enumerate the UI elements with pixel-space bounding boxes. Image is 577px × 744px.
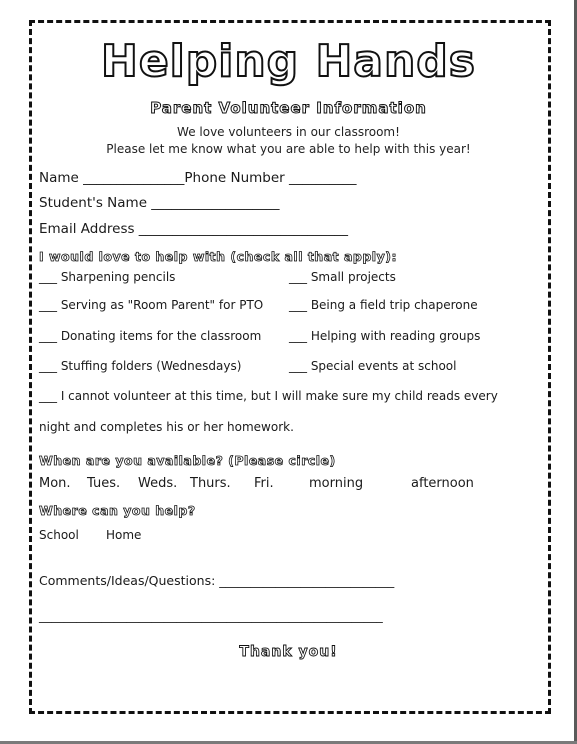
- option-room-parent[interactable]: ___ Serving as "Room Parent" for PTO: [39, 298, 264, 312]
- option-special-events[interactable]: ___ Special events at school: [289, 359, 457, 373]
- where-school[interactable]: School: [39, 528, 79, 542]
- option-chaperone[interactable]: ___ Being a field trip chaperone: [289, 298, 478, 312]
- student-name-field[interactable]: Student's Name ___________________: [39, 195, 280, 211]
- option-cannot-volunteer[interactable]: ___ I cannot volunteer at this time, but I will make sure my child reads every: [39, 389, 498, 403]
- intro-line-2: Please let me know what you are able to help with this year!: [106, 142, 471, 156]
- day-thurs[interactable]: Thurs.: [190, 476, 231, 491]
- intro-line-1: We love volunteers in our classroom!: [177, 125, 400, 139]
- time-morning[interactable]: morning: [309, 476, 364, 491]
- option-stuffing[interactable]: ___ Stuffing folders (Wednesdays): [39, 359, 242, 373]
- day-mon[interactable]: Mon.: [39, 476, 71, 491]
- option-sharpening[interactable]: ___ Sharpening pencils: [39, 270, 176, 284]
- available-heading: When are you available? (Please circle): [39, 453, 336, 468]
- where-heading: Where can you help?: [39, 503, 196, 518]
- option-donating[interactable]: ___ Donating items for the classroom: [39, 329, 262, 343]
- comments-line-2[interactable]: _______________________________________________________: [39, 608, 383, 623]
- day-weds[interactable]: Weds.: [138, 476, 178, 491]
- time-afternoon[interactable]: afternoon: [411, 476, 474, 491]
- where-home[interactable]: Home: [106, 528, 142, 542]
- help-heading: I would love to help with (check all that apply):: [39, 249, 397, 264]
- day-tues[interactable]: Tues.: [87, 476, 121, 491]
- form-subtitle: Parent Volunteer Information: [150, 99, 427, 117]
- option-cannot-volunteer-cont: night and completes his or her homework.: [39, 420, 294, 434]
- option-reading-groups[interactable]: ___ Helping with reading groups: [289, 329, 481, 343]
- day-fri[interactable]: Fri.: [254, 476, 274, 491]
- form-title: Helping Hands: [101, 36, 476, 87]
- email-field[interactable]: Email Address _______________________________: [39, 221, 349, 237]
- name-phone-field[interactable]: Name _______________Phone Number __________: [39, 170, 357, 186]
- option-small-projects[interactable]: ___ Small projects: [289, 270, 396, 284]
- thank-you: Thank you!: [239, 644, 338, 660]
- comments-field[interactable]: Comments/Ideas/Questions: ____________________________: [39, 573, 395, 588]
